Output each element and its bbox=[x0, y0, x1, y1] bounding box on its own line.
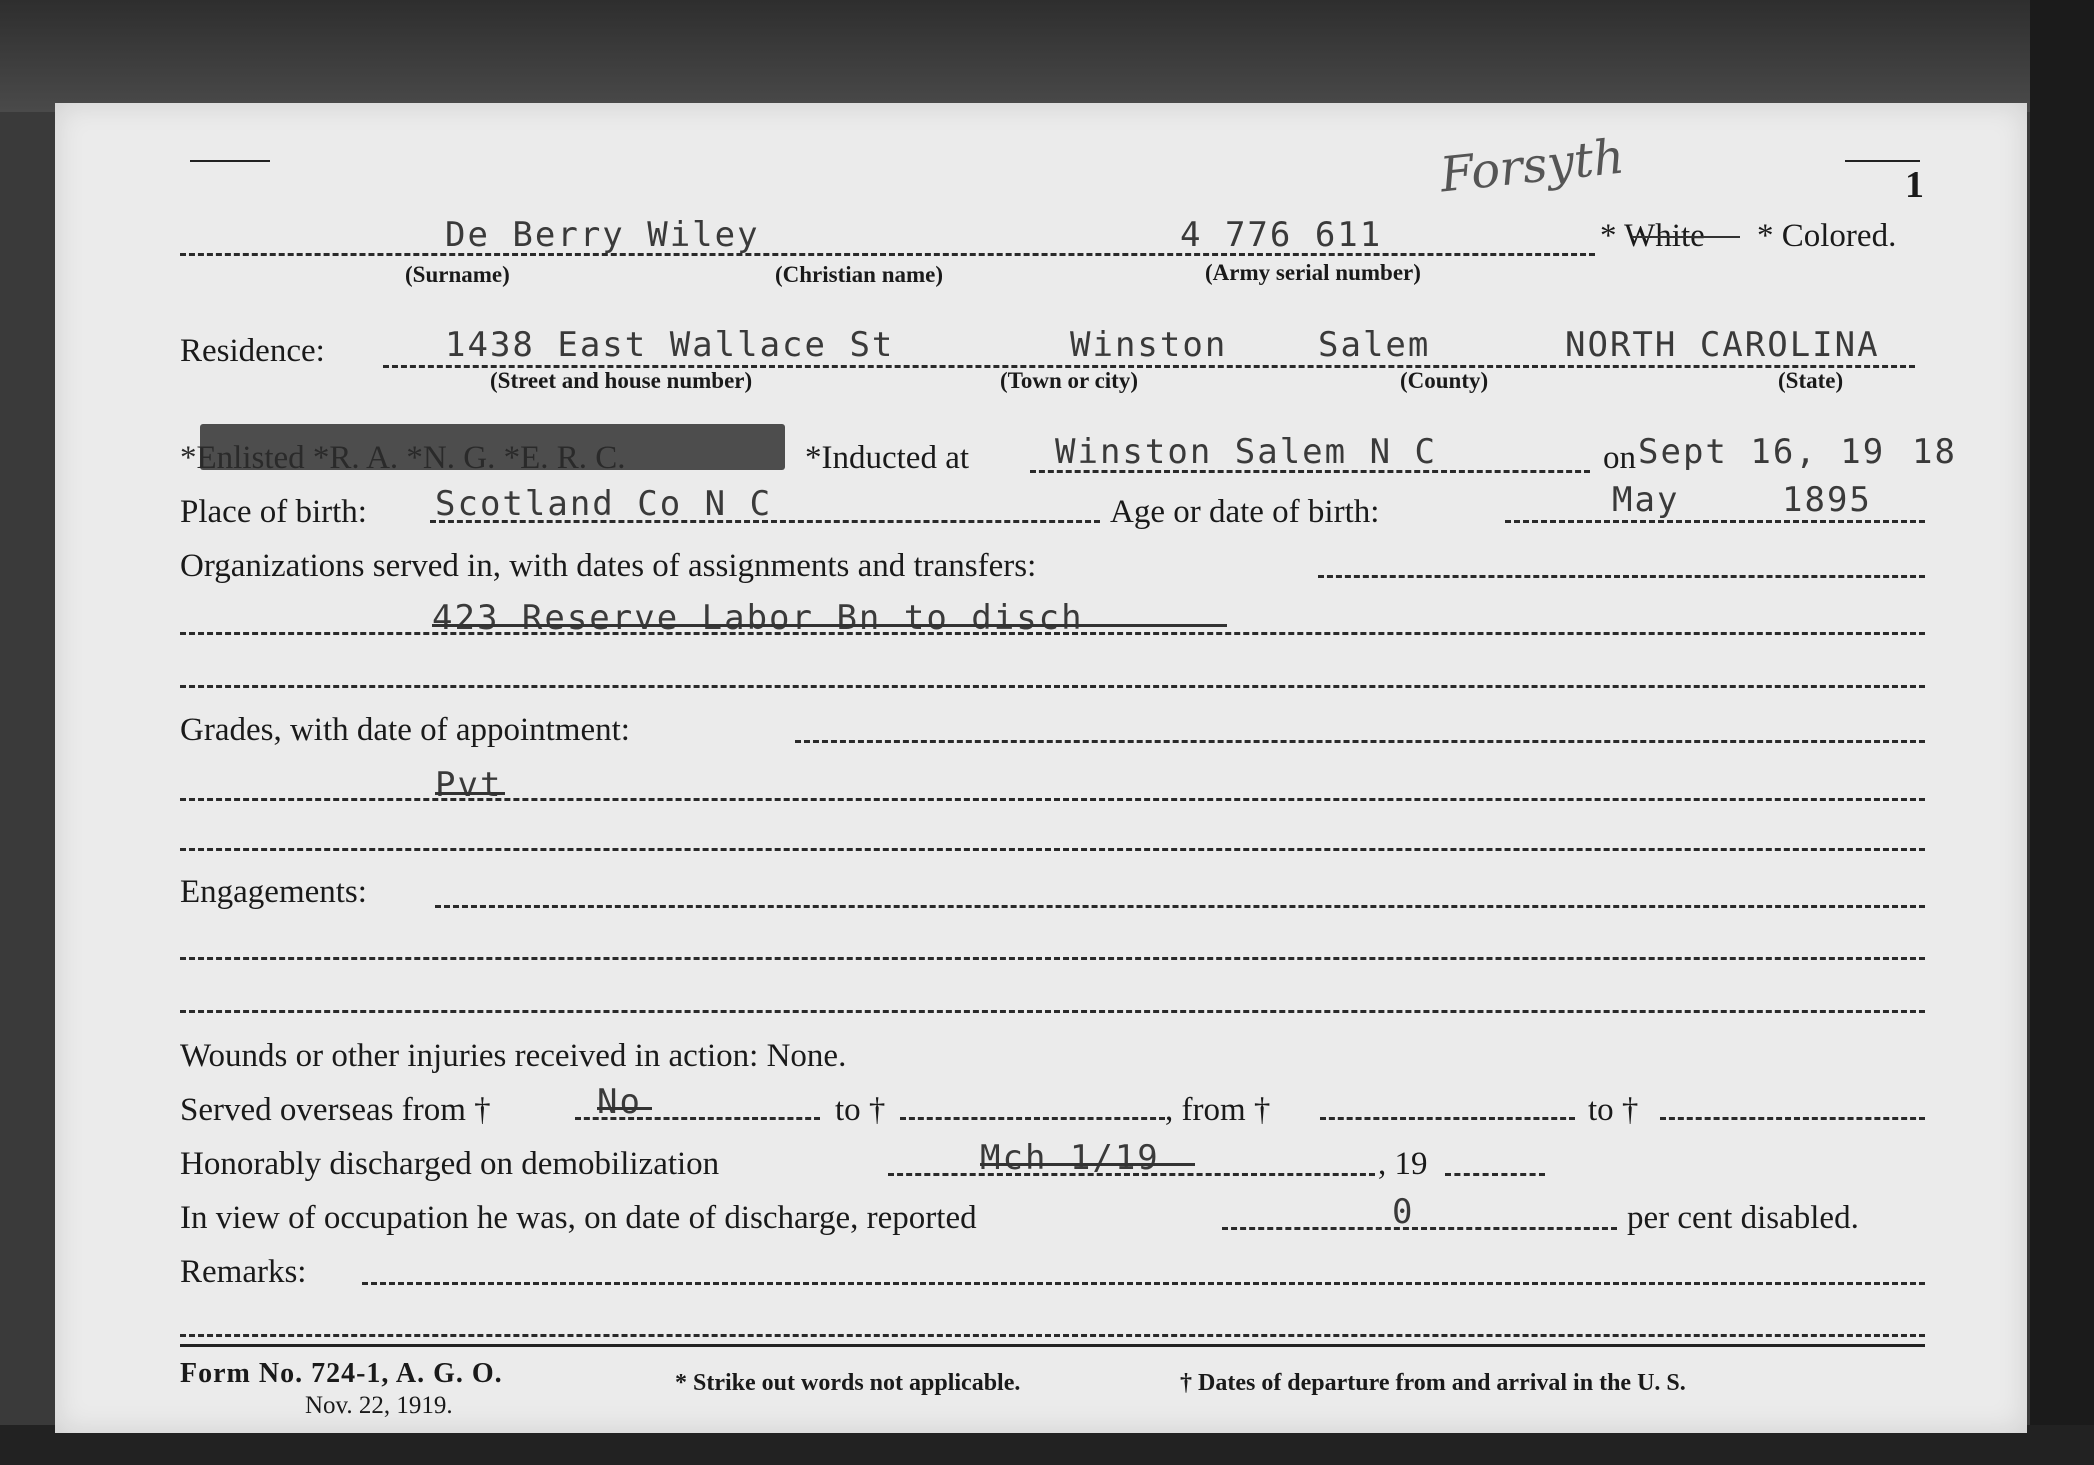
disability-label: In view of occupation he was, on date of discharge, reported bbox=[180, 1200, 977, 1236]
discharge-strike bbox=[980, 1163, 1195, 1166]
caption-serial: (Army serial number) bbox=[1205, 260, 1421, 285]
name-line bbox=[180, 253, 1595, 256]
engagements-line-2 bbox=[180, 957, 1925, 960]
handwritten-county: Forsyth bbox=[1437, 128, 1627, 204]
engagements-label: Engagements: bbox=[180, 874, 367, 910]
disability-value: 0 bbox=[1392, 1192, 1415, 1232]
overseas-to-label: to † bbox=[835, 1092, 886, 1128]
age-label: Age or date of birth: bbox=[1110, 494, 1380, 530]
wounds-text: Wounds or other injuries received in action: None. bbox=[180, 1038, 847, 1074]
overseas-to2-line bbox=[1660, 1117, 1925, 1120]
grades-line-1 bbox=[795, 740, 1925, 743]
birth-month-value: May bbox=[1612, 480, 1680, 520]
age-line bbox=[1505, 520, 1925, 523]
overseas-from2-label: , from † bbox=[1165, 1092, 1271, 1128]
birth-year-value: 1895 bbox=[1782, 480, 1872, 520]
place-of-birth-label: Place of birth: bbox=[180, 494, 367, 530]
organizations-label: Organizations served in, with dates of assignments and transfers: bbox=[180, 548, 1037, 584]
street-value: 1438 East Wallace St bbox=[445, 325, 895, 365]
inducted-label: *Inducted at bbox=[805, 440, 970, 476]
engagements-line-3 bbox=[180, 1010, 1925, 1013]
footer-rule bbox=[180, 1344, 1925, 1347]
scan-background-top bbox=[0, 0, 2094, 112]
card-number: 1 bbox=[1905, 164, 1924, 206]
caption-county: (County) bbox=[1400, 368, 1489, 393]
birth-place-value: Scotland Co N C bbox=[435, 484, 773, 524]
white-strike bbox=[1632, 236, 1740, 238]
inducted-value: Winston Salem N C bbox=[1055, 432, 1437, 472]
caption-street: (Street and house number) bbox=[490, 368, 753, 393]
disability-line bbox=[1222, 1227, 1617, 1230]
engagements-line-1 bbox=[435, 905, 1925, 908]
top-right-rule bbox=[1845, 160, 1920, 162]
discharge-year-line bbox=[1445, 1173, 1545, 1176]
top-left-rule bbox=[190, 160, 270, 162]
remarks-label: Remarks: bbox=[180, 1254, 307, 1290]
overseas-strike bbox=[597, 1107, 652, 1110]
grades-label: Grades, with date of appointment: bbox=[180, 712, 630, 748]
serial-value: 4 776 611 bbox=[1180, 215, 1383, 255]
discharge-label: Honorably discharged on demobilization bbox=[180, 1146, 720, 1182]
organizations-line-3 bbox=[180, 685, 1925, 688]
induction-date: Sept 16, 19 bbox=[1638, 432, 1886, 472]
residence-label: Residence: bbox=[180, 333, 325, 369]
scan-background-right bbox=[2030, 0, 2094, 1465]
organizations-strike bbox=[432, 624, 1227, 627]
disability-suffix: per cent disabled. bbox=[1627, 1200, 1859, 1236]
overseas-from2-line bbox=[1320, 1117, 1575, 1120]
caption-christian: (Christian name) bbox=[775, 262, 944, 287]
colored-label: * Colored. bbox=[1757, 218, 1897, 254]
remarks-line-2 bbox=[180, 1334, 1925, 1337]
overseas-to2-label: to † bbox=[1588, 1092, 1639, 1128]
grades-line-3 bbox=[180, 848, 1925, 851]
town-value: Winston bbox=[1070, 325, 1228, 365]
overseas-value: No bbox=[597, 1082, 642, 1122]
state-value: NORTH CAROLINA bbox=[1565, 325, 1880, 365]
overseas-to-line bbox=[900, 1117, 1165, 1120]
remarks-line-1 bbox=[362, 1282, 1925, 1285]
county-value: Salem bbox=[1318, 325, 1431, 365]
dates-note: † Dates of departure from and arrival in the U. S. bbox=[1180, 1370, 1686, 1396]
overseas-label: Served overseas from † bbox=[180, 1092, 491, 1128]
discharge-suffix: , 19 bbox=[1378, 1146, 1428, 1182]
caption-state: (State) bbox=[1778, 368, 1844, 393]
form-date: Nov. 22, 1919. bbox=[305, 1392, 453, 1419]
grades-value: Pvt bbox=[435, 765, 503, 805]
grades-strike bbox=[435, 792, 505, 795]
organizations-value: 423 Reserve Labor Bn to disch bbox=[432, 598, 1084, 638]
discharge-value: Mch 1/19 bbox=[980, 1138, 1160, 1178]
organizations-line-1 bbox=[1318, 575, 1925, 578]
caption-surname: (Surname) bbox=[405, 262, 510, 287]
enlisted-prefix: *Enlisted *R. A. *N. G. *E. R. C. bbox=[180, 440, 626, 476]
caption-town: (Town or city) bbox=[1000, 368, 1138, 393]
strike-out-note: * Strike out words not applicable. bbox=[675, 1370, 1021, 1396]
surname-value: De Berry Wiley bbox=[445, 215, 760, 255]
form-number: Form No. 724-1, A. G. O. bbox=[180, 1358, 503, 1389]
on-label: on bbox=[1603, 440, 1636, 476]
induction-year: 18 bbox=[1912, 432, 1957, 472]
white-label: * White bbox=[1600, 218, 1705, 254]
